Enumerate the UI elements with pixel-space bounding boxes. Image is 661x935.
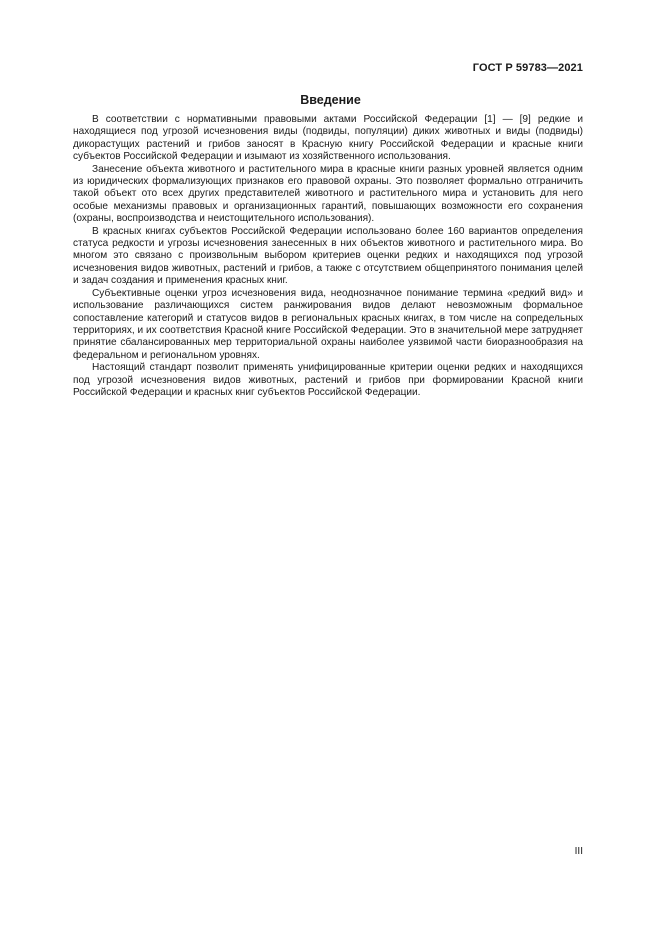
paragraph-2: Занесение объекта животного и растительного мира в красные книги разных уровней является одним из юридических формализующих признаков его правовой охраны. Это позволяет формально отграничить такой объект ото всех других представителей животного и растительного мира и установить для него особые механизмы правовых и организационных гарантий, повышающих возможности его сохранения (охраны, воспроизводства и неистощительного использования).	[73, 163, 583, 225]
paragraph-1: В соответствии с нормативными правовыми актами Российской Федерации [1] — [9] редкие и находящиеся под угрозой исчезновения виды (подвиды, популяции) диких животных и виды (подвиды) дикорастущих растений и грибов заносят в Красную книгу Российской Федерации и красные книги субъектов Российской Федерации и изымают из хозяйственного использования.	[73, 114, 583, 163]
page-number: III	[574, 846, 583, 857]
paragraph-5: Настоящий стандарт позволит применять унифицированные критерии оценки редких и находящихся под угрозой исчезновения видов животных, растений и грибов при формировании Красной книги Российской Федерации и красных книг субъектов Российской Федерации.	[73, 362, 583, 398]
paragraph-4: Субъективные оценки угроз исчезновения вида, неоднозначное понимание термина «редкий вид» и использование различающихся систем ранжирования видов делают невозможным формальное сопоставление категорий и статусов видов в региональных красных книгах, в том числе на сопредельных территориях, и их соответствия Красной книге Российской Федерации. Это в значительной мере затрудняет принятие сбалансированных мер территориальной охраны наиболее уязвимой части биоразнообразия на федеральном и региональном уровнях.	[73, 287, 583, 361]
document-standard-code: ГОСТ Р 59783—2021	[472, 62, 583, 74]
section-title: Введение	[300, 93, 361, 107]
body-text	[73, 114, 583, 399]
paragraph-3: В красных книгах субъектов Российской Федерации использовано более 160 вариантов определения статуса редкости и угрозы исчезновения занесенных в них объектов животного и растительного мира. Во многом это связано с произвольным выбором критериев оценки редких и находящихся под угрозой исчезновения видов животных, растений и грибов, а также с отсутствием общепринятого понимания целей и задач создания и применения красных книг.	[73, 225, 583, 287]
